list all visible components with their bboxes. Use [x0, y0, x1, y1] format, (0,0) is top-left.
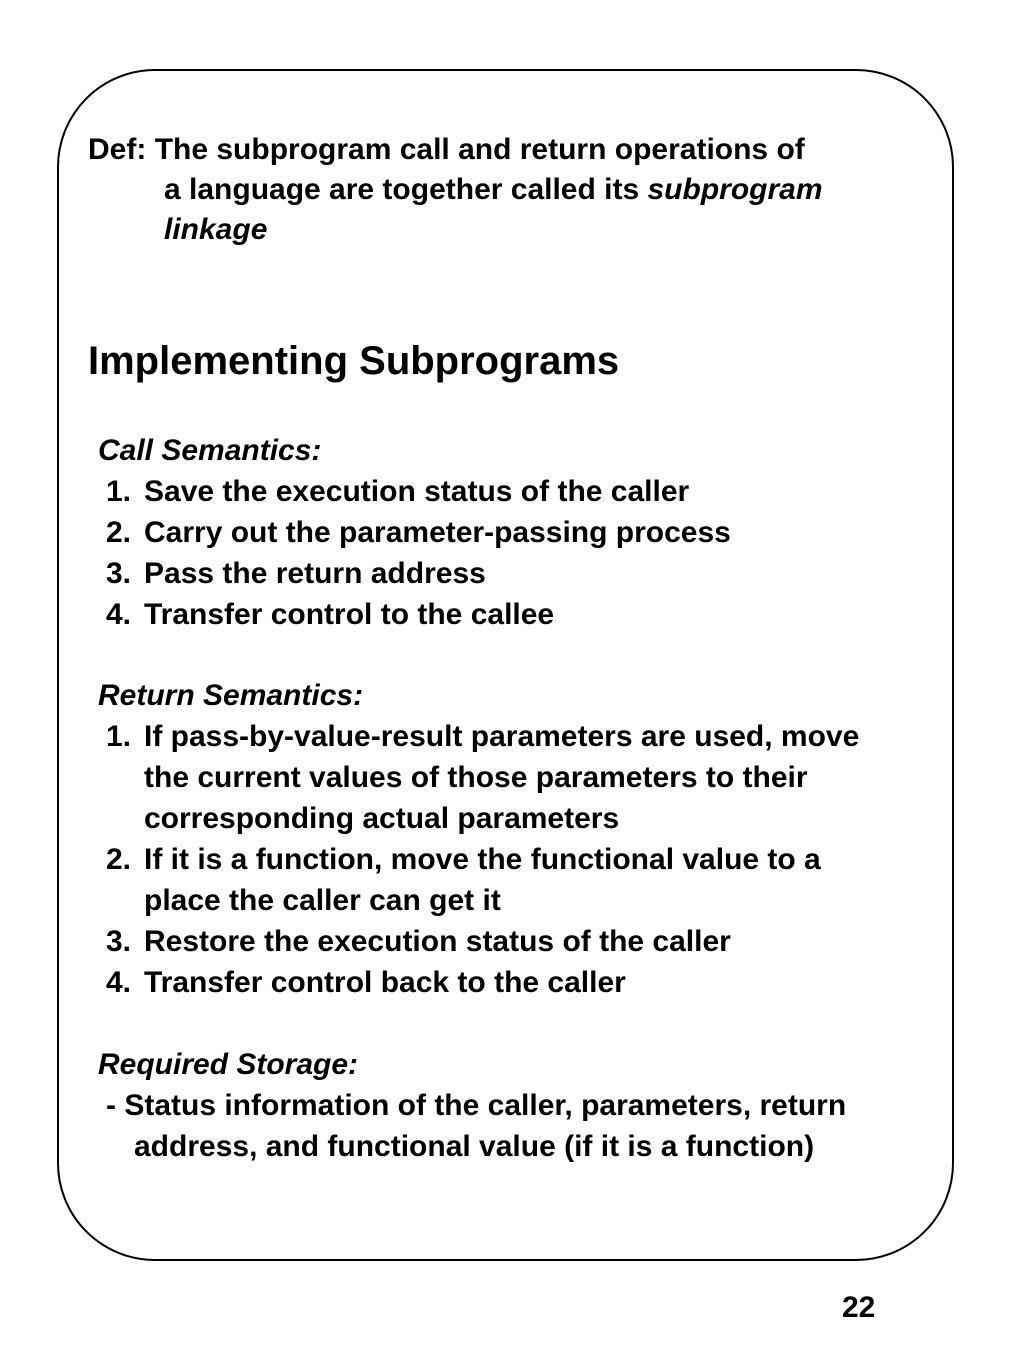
item-text: place the caller can get it	[144, 884, 501, 917]
definition-line-2	[88, 170, 823, 210]
list-item	[106, 962, 859, 1003]
section-heading: Implementing Subprograms	[88, 339, 620, 383]
definition-text-2: a language are together called its	[164, 173, 648, 206]
return-semantics-list	[106, 716, 859, 1003]
definition-block	[88, 130, 823, 250]
item-number: 3.	[106, 925, 132, 958]
item-text: the current values of those parameters to their	[144, 761, 808, 794]
item-text: Transfer control to the callee	[144, 598, 555, 631]
list-item	[106, 921, 859, 962]
item-number: 4.	[106, 598, 132, 631]
item-text: Pass the return address	[144, 557, 486, 590]
item-number: 1.	[106, 720, 132, 753]
item-text: Restore the execution status of the caller	[144, 925, 731, 958]
definition-term-1: subprogram	[647, 173, 823, 206]
definition-text-1: The subprogram call and return operations of	[154, 133, 805, 166]
list-item	[106, 594, 731, 635]
item-text: Transfer control back to the caller	[144, 966, 626, 999]
return-semantics-title: Return Semantics:	[98, 679, 364, 712]
list-item	[106, 512, 731, 553]
required-storage-line-2: address, and functional value (if it is a function)	[134, 1130, 815, 1163]
call-semantics-title: Call Semantics:	[98, 434, 322, 467]
call-semantics-list	[106, 471, 731, 635]
item-text: Carry out the parameter-passing process	[144, 516, 731, 549]
definition-label: Def:	[88, 133, 147, 166]
list-item	[106, 553, 731, 594]
item-text: corresponding actual parameters	[144, 802, 620, 835]
required-storage-line-1: - Status information of the caller, parameters, return	[106, 1089, 847, 1122]
item-text: If it is a function, move the functional value to a	[144, 843, 821, 876]
item-text: Save the execution status of the caller	[144, 475, 690, 508]
list-item	[106, 839, 859, 921]
required-storage-title: Required Storage:	[98, 1048, 359, 1081]
definition-term-2: linkage	[164, 213, 268, 246]
list-item	[106, 716, 859, 839]
list-item	[106, 471, 731, 512]
item-number: 2.	[106, 516, 132, 549]
item-number: 2.	[106, 843, 132, 876]
item-number: 3.	[106, 557, 132, 590]
page-number: 22	[842, 1291, 876, 1324]
item-number: 1.	[106, 475, 132, 508]
item-number: 4.	[106, 966, 132, 999]
item-text: If pass-by-value-result parameters are used, move	[144, 720, 860, 753]
definition-line-1	[88, 130, 823, 170]
